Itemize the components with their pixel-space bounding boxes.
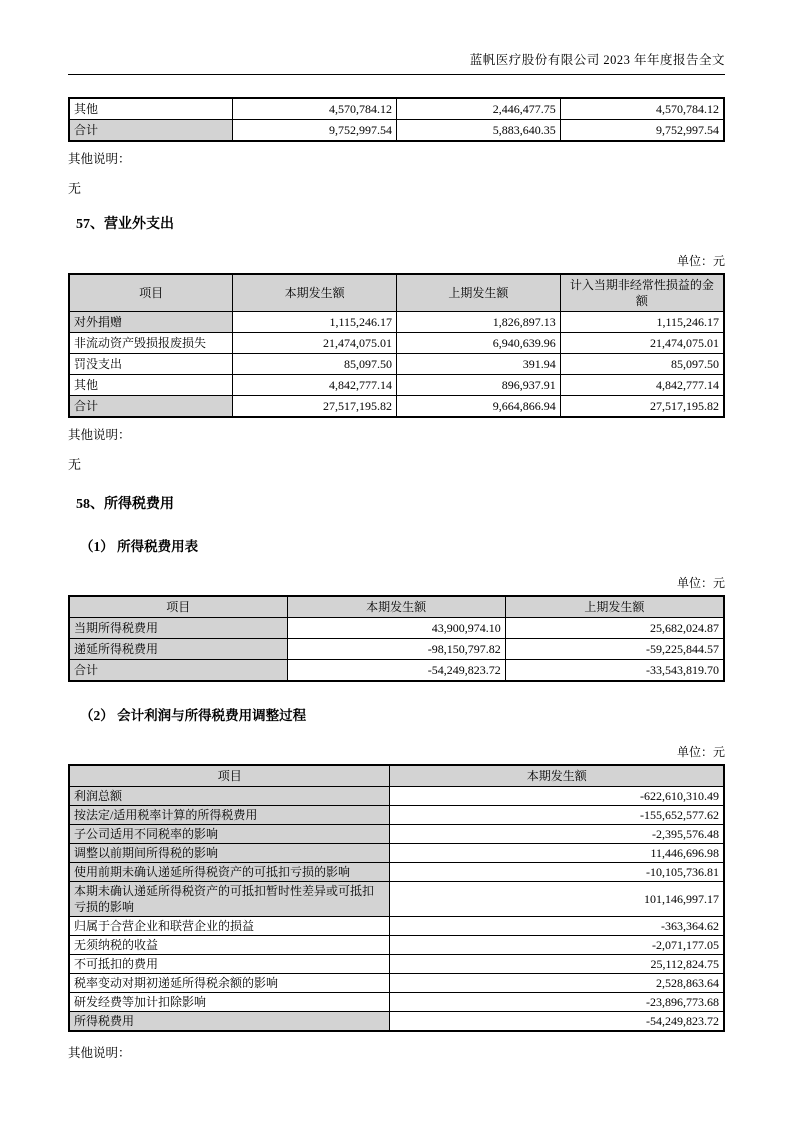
- value-cell: 27,517,195.82: [233, 396, 397, 418]
- value-cell: 9,752,997.54: [560, 120, 724, 142]
- other-note-value: 无: [68, 181, 82, 196]
- row-label-cell: 对外捐赠: [69, 312, 233, 333]
- table-row: [69, 618, 724, 639]
- value-cell: 1,115,246.17: [233, 312, 397, 333]
- table-row: [69, 825, 724, 844]
- value-cell: -622,610,310.49: [390, 787, 724, 806]
- table-row: [69, 639, 724, 660]
- value-cell: -54,249,823.72: [287, 660, 505, 682]
- table-row: [69, 312, 724, 333]
- table-row: [69, 396, 724, 418]
- table-row: [69, 375, 724, 396]
- value-cell: 1,115,246.17: [560, 312, 724, 333]
- section-57-title: 57、营业外支出: [76, 217, 174, 232]
- row-label-cell: 罚没支出: [69, 354, 233, 375]
- value-cell: 27,517,195.82: [560, 396, 724, 418]
- other-note-label: 其他说明：: [68, 428, 131, 442]
- value-cell: 21,474,075.01: [233, 333, 397, 354]
- table-row: [69, 917, 724, 936]
- nonoperating-income-carryover-table: [68, 97, 725, 142]
- value-cell: 25,112,824.75: [390, 955, 724, 974]
- value-cell: 5,883,640.35: [397, 120, 561, 142]
- row-label-cell: 本期未确认递延所得税资产的可抵扣暂时性差异或可抵扣亏损的影响: [69, 882, 390, 917]
- other-note-value: 无: [68, 457, 82, 472]
- value-cell: -98,150,797.82: [287, 639, 505, 660]
- row-label-cell: 无须纳税的收益: [69, 936, 390, 955]
- value-cell: 43,900,974.10: [287, 618, 505, 639]
- row-label-cell: 所得税费用: [69, 1012, 390, 1032]
- column-header: 上期发生额: [505, 596, 724, 618]
- table-row: [69, 863, 724, 882]
- row-label-cell: 利润总额: [69, 787, 390, 806]
- column-header: 本期发生额: [233, 274, 397, 312]
- value-cell: -23,896,773.68: [390, 993, 724, 1012]
- row-label-cell: 其他: [69, 98, 233, 120]
- value-cell: -2,395,576.48: [390, 825, 724, 844]
- value-cell: 4,842,777.14: [560, 375, 724, 396]
- unit-label: 单位：元: [676, 254, 725, 268]
- income-tax-expense-table: [68, 595, 725, 682]
- nonoperating-expenses-table: [68, 273, 725, 418]
- row-label-cell: 调整以前期间所得税的影响: [69, 844, 390, 863]
- column-header: 上期发生额: [397, 274, 561, 312]
- table-row: [69, 354, 724, 375]
- value-cell: 21,474,075.01: [560, 333, 724, 354]
- value-cell: 2,528,863.64: [390, 974, 724, 993]
- value-cell: 25,682,024.87: [505, 618, 724, 639]
- value-cell: -363,364.62: [390, 917, 724, 936]
- subsection-2-title: （2） 会计利润与所得税费用调整过程: [80, 708, 307, 723]
- value-cell: 391.94: [397, 354, 561, 375]
- value-cell: 11,446,696.98: [390, 844, 724, 863]
- tax-reconciliation-table: [68, 764, 725, 1032]
- section-58-title: 58、所得税费用: [76, 497, 174, 512]
- value-cell: 85,097.50: [560, 354, 724, 375]
- value-cell: 9,664,866.94: [397, 396, 561, 418]
- value-cell: 4,570,784.12: [233, 98, 397, 120]
- row-label-cell: 使用前期未确认递延所得税资产的可抵扣亏损的影响: [69, 863, 390, 882]
- table-row: [69, 955, 724, 974]
- value-cell: 2,446,477.75: [397, 98, 561, 120]
- row-label-cell: 子公司适用不同税率的影响: [69, 825, 390, 844]
- document-title: 蓝帆医疗股份有限公司 2023 年年度报告全文: [469, 53, 725, 67]
- unit-label: 单位：元: [676, 745, 725, 759]
- value-cell: -59,225,844.57: [505, 639, 724, 660]
- unit-label: 单位：元: [676, 576, 725, 590]
- value-cell: 896,937.91: [397, 375, 561, 396]
- row-label-cell: 研发经费等加计扣除影响: [69, 993, 390, 1012]
- table-row: [69, 974, 724, 993]
- table-row: [69, 120, 724, 142]
- table-row: [69, 787, 724, 806]
- column-header: 本期发生额: [287, 596, 505, 618]
- row-label-cell: 税率变动对期初递延所得税余额的影响: [69, 974, 390, 993]
- value-cell: 101,146,997.17: [390, 882, 724, 917]
- value-cell: -33,543,819.70: [505, 660, 724, 682]
- table-header-row: [69, 596, 724, 618]
- table-row: [69, 882, 724, 917]
- value-cell: 1,826,897.13: [397, 312, 561, 333]
- row-label-cell: 按法定/适用税率计算的所得税费用: [69, 806, 390, 825]
- value-cell: 9,752,997.54: [233, 120, 397, 142]
- table-header-row: [69, 765, 724, 787]
- value-cell: 4,570,784.12: [560, 98, 724, 120]
- value-cell: -2,071,177.05: [390, 936, 724, 955]
- row-label-cell: 递延所得税费用: [69, 639, 287, 660]
- table-row: [69, 936, 724, 955]
- row-label-cell: 其他: [69, 375, 233, 396]
- other-note-label: 其他说明：: [68, 152, 131, 166]
- row-label-cell: 非流动资产毁损报废损失: [69, 333, 233, 354]
- table-row: [69, 660, 724, 682]
- row-label-cell: 合计: [69, 660, 287, 682]
- row-label-cell: 归属于合营企业和联营企业的损益: [69, 917, 390, 936]
- table-row: [69, 993, 724, 1012]
- column-header: 项目: [69, 765, 390, 787]
- page-header: [68, 0, 725, 75]
- column-header: 项目: [69, 274, 233, 312]
- subsection-1-title: （1） 所得税费用表: [80, 539, 199, 554]
- value-cell: -10,105,736.81: [390, 863, 724, 882]
- row-label-cell: 当期所得税费用: [69, 618, 287, 639]
- value-cell: 6,940,639.96: [397, 333, 561, 354]
- value-cell: 85,097.50: [233, 354, 397, 375]
- value-cell: -155,652,577.62: [390, 806, 724, 825]
- value-cell: 4,842,777.14: [233, 375, 397, 396]
- table-header-row: [69, 274, 724, 312]
- row-label-cell: 合计: [69, 396, 233, 418]
- column-header: 计入当期非经常性损益的金额: [560, 274, 724, 312]
- row-label-cell: 不可抵扣的费用: [69, 955, 390, 974]
- table-row: [69, 844, 724, 863]
- table-row: [69, 806, 724, 825]
- table-row: [69, 98, 724, 120]
- table-row: [69, 333, 724, 354]
- table-row: [69, 1012, 724, 1032]
- other-note-label: 其他说明：: [68, 1046, 131, 1060]
- column-header: 本期发生额: [390, 765, 724, 787]
- value-cell: -54,249,823.72: [390, 1012, 724, 1032]
- column-header: 项目: [69, 596, 287, 618]
- row-label-cell: 合计: [69, 120, 233, 142]
